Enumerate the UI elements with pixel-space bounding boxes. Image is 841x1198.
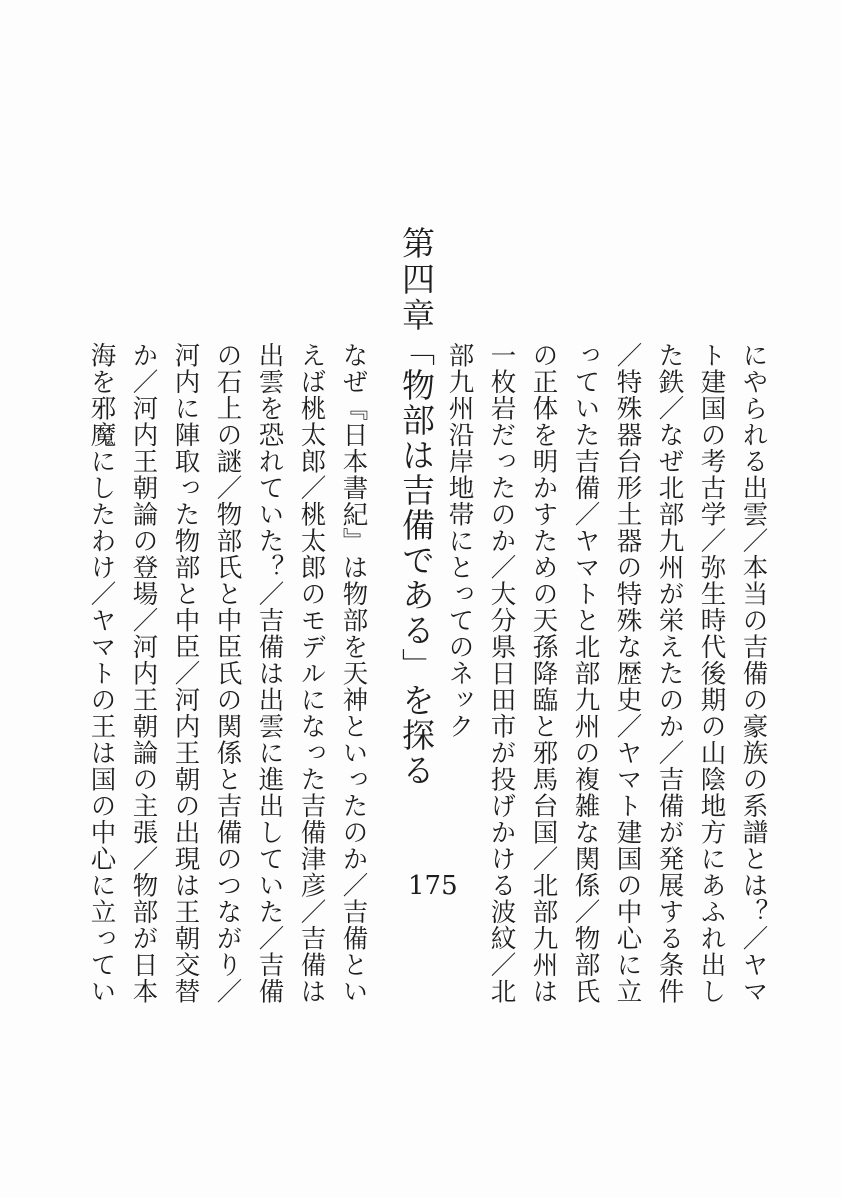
chapter-number: 第四章 [397, 226, 436, 334]
toc-line-upper-2: ト建国の考古学／弥生時代後期の山陰地方にあふれ出し [696, 342, 727, 1005]
toc-line-upper-7: 一枚岩だったのか／大分県日田市が投げかける波紋／北 [486, 342, 517, 1005]
toc-line-upper-3: た鉄／なぜ北部九州が栄えたのか／吉備が発展する条件 [654, 342, 685, 1005]
chapter-title: 「物部は吉備である」を探る [397, 333, 436, 788]
toc-line-upper-4: ／特殊器台形土器の特殊な歴史／ヤマト建国の中心に立 [612, 342, 643, 1005]
page-number: 175 [408, 871, 458, 901]
toc-line-lower-6: か／河内王朝論の登場／河内王朝論の主張／物部が日本 [128, 342, 159, 1005]
toc-line-lower-2: えば桃太郎／桃太郎のモデルになった吉備津彦／吉備は [296, 342, 327, 1005]
toc-line-lower-1: なぜ『日本書紀』は物部を天神といったのか／吉備とい [338, 342, 369, 1005]
toc-line-lower-5: 河内に陣取った物部と中臣／河内王朝の出現は王朝交替 [170, 342, 201, 1005]
toc-line-lower-4: の石上の謎／物部氏と中臣氏の関係と吉備のつながり／ [212, 342, 243, 1005]
toc-line-lower-3: 出雲を恐れていた？／吉備は出雲に進出していた／吉備 [254, 342, 285, 1005]
toc-line-upper-8: 部九州沿岸地帯にとってのネック [444, 342, 475, 740]
toc-line-upper-6: の正体を明かすための天孫降臨と邪馬台国／北部九州は [528, 342, 559, 1005]
toc-line-upper-5: っていた吉備／ヤマトと北部九州の複雑な関係／物部氏 [570, 342, 601, 1005]
toc-line-lower-7: 海を邪魔にしたわけ／ヤマトの王は国の中心に立ってい [86, 342, 117, 1005]
toc-line-upper-1: にやられる出雲／本当の吉備の豪族の系譜とは？／ヤマ [738, 342, 769, 1005]
